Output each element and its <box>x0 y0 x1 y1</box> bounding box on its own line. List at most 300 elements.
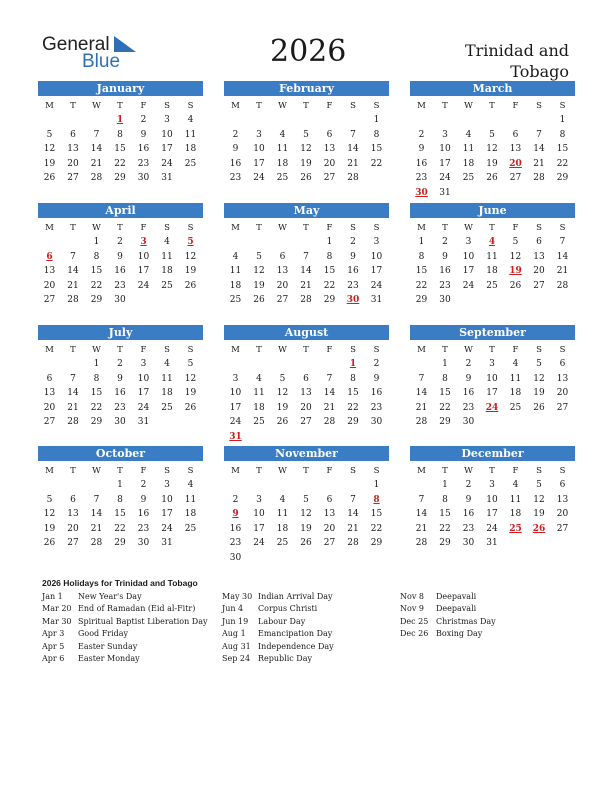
weekday-label: M <box>45 466 54 476</box>
day-cell: 27 <box>556 402 569 413</box>
weekday-label: T <box>442 101 448 111</box>
day-cell: 4 <box>232 251 239 262</box>
day-cell: 23 <box>137 158 150 169</box>
weekday-label: S <box>350 345 356 355</box>
day-cell: 4 <box>187 115 194 125</box>
day-cell: 17 <box>486 388 498 399</box>
day-cell: 26 <box>300 173 312 184</box>
weekday-label: T <box>70 101 76 111</box>
day-cell: 21 <box>67 402 79 413</box>
day-cell: 10 <box>137 251 150 262</box>
weekday-label: M <box>231 223 240 233</box>
day-cell: 19 <box>184 388 197 399</box>
day-cell: 22 <box>415 280 428 291</box>
day-cell: 5 <box>46 494 53 505</box>
holiday-date: May 30 <box>222 592 253 601</box>
day-cell: 13 <box>509 144 522 155</box>
day-cell: 13 <box>556 373 569 384</box>
day-cell: 21 <box>347 523 359 534</box>
weekday-label: F <box>140 466 147 476</box>
day-cell: 3 <box>465 237 472 247</box>
day-cell: 29 <box>323 295 336 306</box>
day-cell: 22 <box>90 280 103 291</box>
day-cell: 11 <box>276 144 289 155</box>
day-cell: 17 <box>253 523 265 534</box>
day-cell: 8 <box>117 494 123 505</box>
month-header: February <box>224 81 389 96</box>
holiday-date: Aug 31 <box>222 641 251 651</box>
holidays-column <box>42 591 208 665</box>
day-cell: 27 <box>323 173 336 184</box>
day-cell: 28 <box>67 295 79 306</box>
day-cell: 23 <box>439 280 451 291</box>
day-cell: 20 <box>323 523 336 534</box>
weekday-label: S <box>164 466 170 476</box>
day-cell: 12 <box>43 144 56 155</box>
day-cell: 10 <box>253 144 265 155</box>
weekday-label: F <box>326 466 333 476</box>
day-cell: 9 <box>350 251 356 262</box>
day-cell: 20 <box>67 158 79 169</box>
holiday-row <box>400 616 496 628</box>
holiday-row <box>42 591 208 603</box>
weekday-label: S <box>350 466 356 476</box>
day-cell: 30 <box>462 417 475 428</box>
month-october <box>38 446 203 549</box>
day-cell: 22 <box>347 402 359 413</box>
month-header: October <box>38 446 203 461</box>
day-cell: 8 <box>117 129 123 140</box>
day-cell: 8 <box>418 251 425 262</box>
holiday-day-cell: 4 <box>488 237 496 247</box>
day-cell: 10 <box>229 388 242 399</box>
day-cell: 25 <box>462 173 475 184</box>
day-cell: 21 <box>347 158 359 169</box>
day-cell: 29 <box>114 538 126 549</box>
day-cell: 2 <box>140 480 147 490</box>
day-cell: 22 <box>370 523 383 534</box>
holiday-name: Boxing Day <box>436 629 483 639</box>
holiday-day-cell: 5 <box>187 237 194 247</box>
weekday-label: F <box>140 345 147 355</box>
holiday-name: Good Friday <box>78 629 129 639</box>
day-cell: 6 <box>559 359 566 369</box>
month-header: September <box>410 325 575 340</box>
day-cell: 1 <box>93 237 100 247</box>
day-cell: 25 <box>276 538 289 549</box>
day-cell: 4 <box>512 359 519 369</box>
day-cell: 3 <box>164 115 170 125</box>
holiday-name: Christmas Day <box>436 616 496 626</box>
day-cell: 16 <box>347 266 359 277</box>
weekday-label: T <box>442 223 448 233</box>
weekday-label: T <box>117 223 123 233</box>
weekday-label: S <box>373 466 380 476</box>
holiday-date: Nov 9 <box>400 604 424 614</box>
day-cell: 14 <box>67 266 79 277</box>
day-cell: 11 <box>161 251 173 262</box>
day-cell: 11 <box>509 494 522 505</box>
day-cell: 9 <box>442 251 448 262</box>
day-cell: 8 <box>93 373 100 384</box>
day-cell: 10 <box>161 494 173 505</box>
weekday-label: T <box>70 223 76 233</box>
day-cell: 16 <box>415 158 428 169</box>
day-cell: 16 <box>137 509 150 520</box>
weekday-label: S <box>559 101 566 111</box>
day-cell: 22 <box>439 402 451 413</box>
holidays-column <box>400 591 496 641</box>
day-cell: 17 <box>486 509 498 520</box>
day-cell: 17 <box>439 158 451 169</box>
day-cell: 12 <box>253 266 265 277</box>
day-cell: 11 <box>509 373 522 384</box>
day-cell: 2 <box>418 129 425 140</box>
day-cell: 9 <box>465 373 472 384</box>
day-cell: 8 <box>326 251 333 262</box>
weekday-label: S <box>536 101 542 111</box>
weekday-label: W <box>92 466 101 476</box>
day-cell: 11 <box>276 509 289 520</box>
day-cell: 25 <box>161 280 173 291</box>
day-cell: 11 <box>184 129 197 140</box>
day-cell: 31 <box>439 188 451 198</box>
day-cell: 17 <box>370 266 383 277</box>
month-header: June <box>410 203 575 218</box>
day-cell: 1 <box>442 480 448 490</box>
weekday-label: W <box>464 223 473 233</box>
day-cell: 2 <box>442 237 448 247</box>
day-cell: 15 <box>90 266 103 277</box>
weekday-label: S <box>164 345 170 355</box>
day-cell: 13 <box>67 509 79 520</box>
day-cell: 29 <box>556 173 569 184</box>
holiday-date: Jun 4 <box>222 604 244 614</box>
weekday-label: T <box>489 101 495 111</box>
day-cell: 11 <box>229 266 242 277</box>
day-cell: 7 <box>536 129 542 140</box>
day-cell: 3 <box>489 359 495 369</box>
day-cell: 30 <box>137 538 150 549</box>
day-cell: 14 <box>347 144 359 155</box>
day-cell: 15 <box>347 388 359 399</box>
day-cell: 29 <box>439 538 451 549</box>
day-cell: 23 <box>229 173 242 184</box>
holiday-date: Jan 1 <box>42 592 63 601</box>
day-cell: 3 <box>442 129 448 140</box>
day-cell: 5 <box>303 494 309 505</box>
day-cell: 25 <box>509 402 522 413</box>
day-cell: 13 <box>533 251 545 262</box>
holidays-title: 2026 Holidays for Trinidad and Tobago <box>42 578 198 588</box>
holiday-date: Apr 6 <box>42 653 65 663</box>
day-cell: 4 <box>279 129 286 140</box>
day-cell: 10 <box>486 373 498 384</box>
holiday-day-cell: 24 <box>485 402 499 413</box>
day-cell: 23 <box>415 173 428 184</box>
holiday-date: Apr 3 <box>42 629 65 639</box>
day-cell: 27 <box>323 538 336 549</box>
day-cell: 7 <box>93 494 100 505</box>
day-cell: 3 <box>489 480 495 490</box>
day-cell: 12 <box>184 251 197 262</box>
weekday-label: W <box>92 101 101 111</box>
day-cell: 4 <box>256 373 262 384</box>
day-cell: 18 <box>462 158 475 169</box>
day-cell: 28 <box>300 295 312 306</box>
day-cell: 18 <box>161 266 173 277</box>
day-cell: 18 <box>486 266 498 277</box>
holiday-day-cell: 1 <box>116 115 124 125</box>
weekday-label: M <box>417 345 426 355</box>
holiday-row <box>222 616 334 628</box>
weekday-label: W <box>92 223 101 233</box>
day-cell: 3 <box>164 480 170 490</box>
weekday-label: T <box>70 345 76 355</box>
holiday-day-cell: 8 <box>373 494 380 505</box>
day-cell: 3 <box>140 359 147 369</box>
holiday-date: Dec 25 <box>400 616 429 626</box>
day-cell: 24 <box>161 523 173 534</box>
day-cell: 1 <box>418 237 425 247</box>
day-cell: 15 <box>415 266 428 277</box>
holiday-name: Deepavali <box>436 592 477 601</box>
month-header: April <box>38 203 203 218</box>
day-cell: 21 <box>415 523 428 534</box>
day-cell: 7 <box>93 129 100 140</box>
day-cell: 28 <box>415 538 428 549</box>
day-cell: 21 <box>533 158 545 169</box>
day-cell: 4 <box>279 494 286 505</box>
logo-flag-icon <box>114 36 136 52</box>
weekday-label: F <box>512 345 519 355</box>
day-cell: 18 <box>229 280 242 291</box>
holiday-name: Easter Monday <box>78 653 140 663</box>
weekday-label: S <box>164 101 170 111</box>
day-cell: 30 <box>114 295 126 306</box>
day-cell: 1 <box>373 480 380 490</box>
day-cell: 25 <box>161 402 173 413</box>
weekday-label: M <box>417 223 426 233</box>
holiday-name: End of Ramadan (Eid al-Fitr) <box>78 604 196 614</box>
day-cell: 31 <box>370 295 383 306</box>
day-cell: 11 <box>486 251 498 262</box>
day-cell: 1 <box>373 115 380 125</box>
holiday-date: Dec 26 <box>400 629 429 639</box>
day-cell: 26 <box>43 173 56 184</box>
day-cell: 15 <box>439 388 451 399</box>
day-cell: 17 <box>253 158 265 169</box>
day-cell: 27 <box>556 523 569 534</box>
day-cell: 12 <box>276 388 289 399</box>
day-cell: 23 <box>347 280 359 291</box>
day-cell: 9 <box>140 494 147 505</box>
weekday-label: S <box>373 345 380 355</box>
day-cell: 26 <box>300 538 312 549</box>
day-cell: 7 <box>70 251 76 262</box>
day-cell: 6 <box>326 129 333 140</box>
country-line-2: Tobago <box>510 62 569 81</box>
weekday-label: W <box>278 345 287 355</box>
day-cell: 10 <box>137 373 150 384</box>
day-cell: 1 <box>93 359 100 369</box>
day-cell: 11 <box>462 144 475 155</box>
day-cell: 11 <box>184 494 197 505</box>
day-cell: 17 <box>462 266 475 277</box>
day-cell: 13 <box>300 388 312 399</box>
weekday-label: T <box>442 466 448 476</box>
day-cell: 26 <box>533 402 545 413</box>
day-cell: 2 <box>117 237 123 247</box>
day-cell: 22 <box>370 158 383 169</box>
day-cell: 20 <box>43 402 56 413</box>
day-cell: 9 <box>373 373 380 384</box>
day-cell: 16 <box>229 158 242 169</box>
weekday-label: F <box>512 101 519 111</box>
holiday-row <box>42 628 208 640</box>
day-cell: 31 <box>137 417 150 428</box>
holiday-date: Sep 24 <box>222 653 251 663</box>
day-cell: 14 <box>300 266 312 277</box>
weekday-label: T <box>303 101 309 111</box>
month-november <box>224 446 389 563</box>
day-cell: 2 <box>465 359 472 369</box>
weekday-label: M <box>231 345 240 355</box>
holiday-day-cell: 6 <box>46 251 53 262</box>
holiday-row <box>222 603 334 615</box>
month-december <box>410 446 575 549</box>
day-cell: 18 <box>509 388 522 399</box>
day-cell: 6 <box>536 237 542 247</box>
day-cell: 27 <box>67 173 79 184</box>
day-cell: 25 <box>229 295 242 306</box>
day-cell: 23 <box>370 402 383 413</box>
day-cell: 24 <box>161 158 173 169</box>
day-cell: 9 <box>418 144 425 155</box>
day-cell: 30 <box>137 173 150 184</box>
day-cell: 7 <box>350 494 356 505</box>
day-cell: 18 <box>184 144 197 155</box>
day-cell: 29 <box>90 417 103 428</box>
day-cell: 21 <box>300 280 312 291</box>
day-cell: 12 <box>533 494 545 505</box>
month-header: July <box>38 325 203 340</box>
day-cell: 12 <box>184 373 197 384</box>
day-cell: 7 <box>350 129 356 140</box>
day-cell: 30 <box>462 538 475 549</box>
day-cell: 17 <box>161 509 173 520</box>
holiday-name: Indian Arrival Day <box>258 592 333 601</box>
day-cell: 13 <box>323 509 336 520</box>
holiday-date: Jun 19 <box>222 616 249 626</box>
weekday-label: S <box>536 466 542 476</box>
holiday-day-cell: 1 <box>349 359 357 369</box>
month-march <box>410 81 575 198</box>
weekday-label: S <box>187 345 194 355</box>
day-cell: 3 <box>256 494 262 505</box>
month-header: May <box>224 203 389 218</box>
weekday-label: T <box>489 223 495 233</box>
weekday-label: W <box>92 345 101 355</box>
day-cell: 18 <box>276 523 289 534</box>
weekday-label: T <box>256 345 262 355</box>
month-header: January <box>38 81 203 96</box>
day-cell: 29 <box>370 538 383 549</box>
day-cell: 23 <box>137 523 150 534</box>
day-cell: 24 <box>486 523 498 534</box>
day-cell: 13 <box>67 144 79 155</box>
weekday-label: M <box>417 101 426 111</box>
day-cell: 10 <box>486 494 498 505</box>
month-february <box>224 81 389 184</box>
holiday-day-cell: 20 <box>509 158 522 169</box>
day-cell: 17 <box>137 266 150 277</box>
month-may <box>224 203 389 306</box>
day-cell: 2 <box>232 494 239 505</box>
day-cell: 24 <box>253 538 265 549</box>
day-cell: 5 <box>303 129 309 140</box>
day-cell: 19 <box>276 402 289 413</box>
day-cell: 15 <box>90 388 103 399</box>
day-cell: 27 <box>276 295 289 306</box>
day-cell: 8 <box>93 251 100 262</box>
day-cell: 3 <box>256 129 262 140</box>
day-cell: 18 <box>253 402 265 413</box>
day-cell: 30 <box>439 295 451 306</box>
holiday-name: Deepavali <box>436 604 477 614</box>
day-cell: 8 <box>442 494 448 505</box>
day-cell: 5 <box>46 129 53 140</box>
day-cell: 7 <box>418 373 425 384</box>
day-cell: 21 <box>90 158 103 169</box>
holiday-day-cell: 26 <box>532 523 546 534</box>
weekday-label: W <box>464 345 473 355</box>
day-cell: 9 <box>117 251 123 262</box>
day-cell: 6 <box>46 373 53 384</box>
day-cell: 31 <box>486 538 498 549</box>
day-cell: 14 <box>347 509 359 520</box>
day-cell: 9 <box>232 144 239 155</box>
day-cell: 19 <box>533 509 545 520</box>
day-cell: 16 <box>114 266 126 277</box>
month-header: December <box>410 446 575 461</box>
day-cell: 21 <box>90 523 103 534</box>
holiday-day-cell: 30 <box>415 188 428 198</box>
month-april <box>38 203 203 306</box>
day-cell: 26 <box>253 295 265 306</box>
day-cell: 11 <box>253 388 265 399</box>
day-cell: 4 <box>512 480 519 490</box>
month-september <box>410 325 575 428</box>
day-cell: 29 <box>114 173 126 184</box>
holiday-row <box>222 641 334 653</box>
weekday-label: S <box>164 223 170 233</box>
day-cell: 8 <box>373 129 380 140</box>
holidays-column <box>222 591 334 665</box>
day-cell: 24 <box>462 280 475 291</box>
holiday-name: Republic Day <box>258 653 312 663</box>
weekday-label: F <box>140 223 147 233</box>
day-cell: 4 <box>164 237 170 247</box>
day-cell: 20 <box>556 388 569 399</box>
day-cell: 16 <box>229 523 242 534</box>
month-january <box>38 81 203 184</box>
month-july <box>38 325 203 428</box>
day-cell: 24 <box>370 280 383 291</box>
day-cell: 2 <box>117 359 123 369</box>
day-cell: 13 <box>43 266 56 277</box>
holiday-row <box>42 641 208 653</box>
